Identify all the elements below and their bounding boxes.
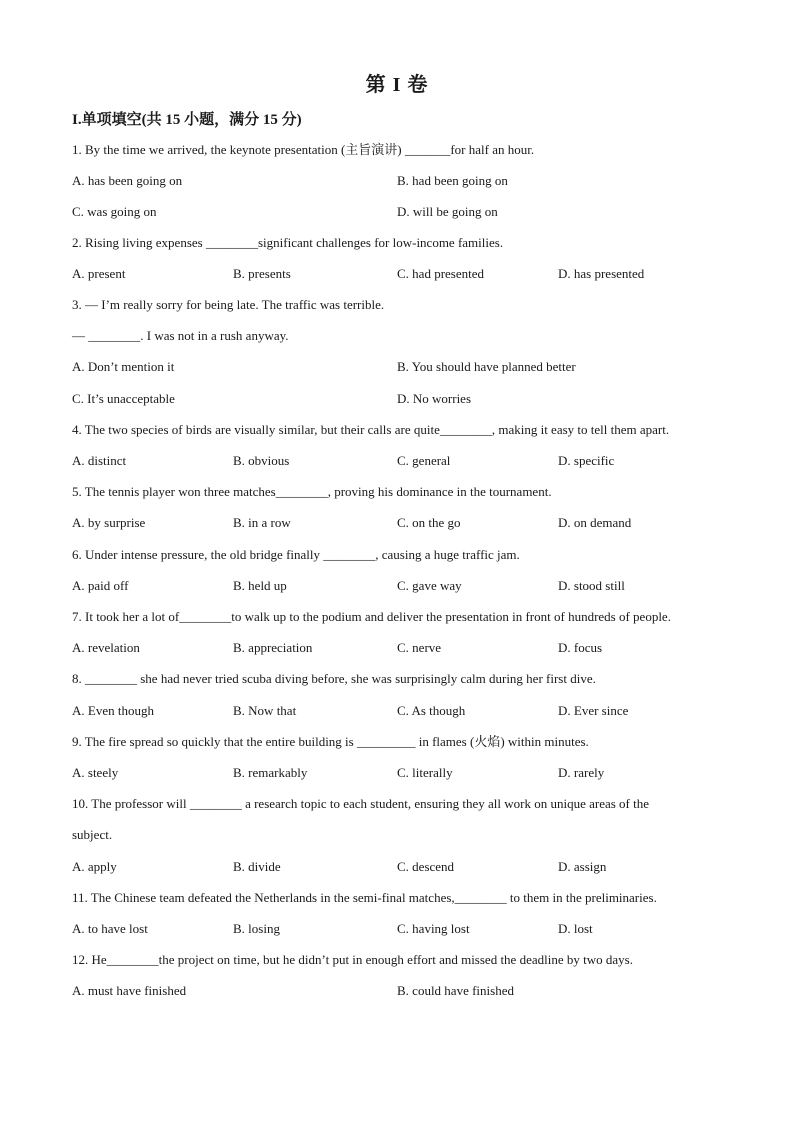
option-b[interactable]: B. could have finished (397, 983, 514, 998)
question-11-options (72, 921, 732, 937)
question-4-stem: 4. The two species of birds are visually similar, but their calls are quite________, making it easy to tell them apart. (72, 422, 670, 437)
option-a[interactable]: A. revelation (72, 640, 140, 655)
option-c[interactable]: C. literally (397, 765, 453, 780)
option-c[interactable]: C. nerve (397, 640, 442, 655)
option-d[interactable]: D. Ever since (558, 703, 629, 718)
option-b[interactable]: B. presents (233, 266, 291, 281)
option-a[interactable]: A. by surprise (72, 515, 146, 530)
question-3-options-cd (72, 391, 732, 407)
option-c[interactable]: C. having lost (397, 921, 470, 936)
question-3-options-ab (72, 359, 732, 375)
option-b[interactable]: B. losing (233, 921, 280, 936)
question-9-stem: 9. The fire spread so quickly that the entire building is _________ in flames (火焰) within minutes. (72, 734, 589, 749)
question-7-options (72, 640, 732, 656)
page-title: 第 I 卷 (365, 74, 429, 96)
option-d[interactable]: D. rarely (558, 765, 605, 780)
option-a[interactable]: A. Don’t mention it (72, 359, 175, 374)
option-a[interactable]: A. to have lost (72, 921, 148, 936)
question-9-options (72, 765, 732, 781)
question-3-stem: 3. — I’m really sorry for being late. The traffic was terrible. (72, 297, 385, 312)
section-heading: I.单项填空(共 15 小题，满分 15 分) (72, 112, 302, 128)
option-d[interactable]: D. focus (558, 640, 603, 655)
question-1-stem: 1. By the time we arrived, the keynote presentation (主旨演讲) _______for half an hour. (72, 142, 535, 157)
option-c[interactable]: C. was going on (72, 204, 157, 219)
option-b[interactable]: B. appreciation (233, 640, 313, 655)
question-4-options (72, 453, 732, 469)
option-d[interactable]: D. No worries (397, 391, 472, 406)
option-c[interactable]: C. As though (397, 703, 466, 718)
option-c[interactable]: C. general (397, 453, 451, 468)
option-b[interactable]: B. had been going on (397, 173, 508, 188)
option-d[interactable]: D. lost (558, 921, 593, 936)
option-d[interactable]: D. stood still (558, 578, 625, 593)
option-a[interactable]: A. must have finished (72, 983, 187, 998)
option-d[interactable]: D. has presented (558, 266, 645, 281)
question-11-stem: 11. The Chinese team defeated the Netherlands in the semi-final matches,________ to them in the preliminaries. (72, 890, 657, 905)
option-a[interactable]: A. present (72, 266, 126, 281)
option-a[interactable]: A. steely (72, 765, 119, 780)
option-d[interactable]: D. will be going on (397, 204, 498, 219)
option-c[interactable]: C. descend (397, 859, 455, 874)
option-b[interactable]: B. held up (233, 578, 287, 593)
option-c[interactable]: C. gave way (397, 578, 462, 593)
option-a[interactable]: A. apply (72, 859, 117, 874)
option-c[interactable]: C. had presented (397, 266, 485, 281)
question-2-stem: 2. Rising living expenses ________significant challenges for low-income families. (72, 235, 504, 250)
question-10-stem-cont: subject. (72, 827, 113, 842)
question-6-options (72, 578, 732, 594)
option-b[interactable]: B. obvious (233, 453, 290, 468)
question-2-options (72, 266, 732, 282)
option-d[interactable]: D. assign (558, 859, 607, 874)
option-b[interactable]: B. divide (233, 859, 281, 874)
question-5-options (72, 515, 732, 531)
question-6-stem: 6. Under intense pressure, the old bridge finally ________, causing a huge traffic jam. (72, 547, 520, 562)
option-d[interactable]: D. on demand (558, 515, 632, 530)
option-a[interactable]: A. paid off (72, 578, 129, 593)
option-b[interactable]: B. remarkably (233, 765, 308, 780)
question-8-stem: 8. ________ she had never tried scuba diving before, she was surprisingly calm during her first dive. (72, 671, 596, 686)
question-1-options-ab (72, 173, 732, 189)
question-8-options (72, 703, 732, 719)
question-12-stem: 12. He________the project on time, but he didn’t put in enough effort and missed the deadline by two days. (72, 952, 633, 967)
option-a[interactable]: A. distinct (72, 453, 127, 468)
question-10-stem: 10. The professor will ________ a research topic to each student, ensuring they all work on unique areas of the (72, 796, 650, 811)
question-7-stem: 7. It took her a lot of________to walk up to the podium and deliver the presentation in front of hundreds of people. (72, 609, 671, 624)
question-5-stem: 5. The tennis player won three matches________, proving his dominance in the tournament. (72, 484, 552, 499)
question-10-options (72, 859, 732, 875)
option-b[interactable]: B. Now that (233, 703, 297, 718)
option-b[interactable]: B. in a row (233, 515, 291, 530)
option-d[interactable]: D. specific (558, 453, 615, 468)
option-c[interactable]: C. It’s unacceptable (72, 391, 175, 406)
question-1-options-cd (72, 204, 732, 220)
option-b[interactable]: B. You should have planned better (397, 359, 576, 374)
option-a[interactable]: A. Even though (72, 703, 154, 718)
option-c[interactable]: C. on the go (397, 515, 461, 530)
question-3-reply: — ________. I was not in a rush anyway. (72, 328, 289, 343)
question-12-options (72, 983, 732, 999)
option-a[interactable]: A. has been going on (72, 173, 183, 188)
